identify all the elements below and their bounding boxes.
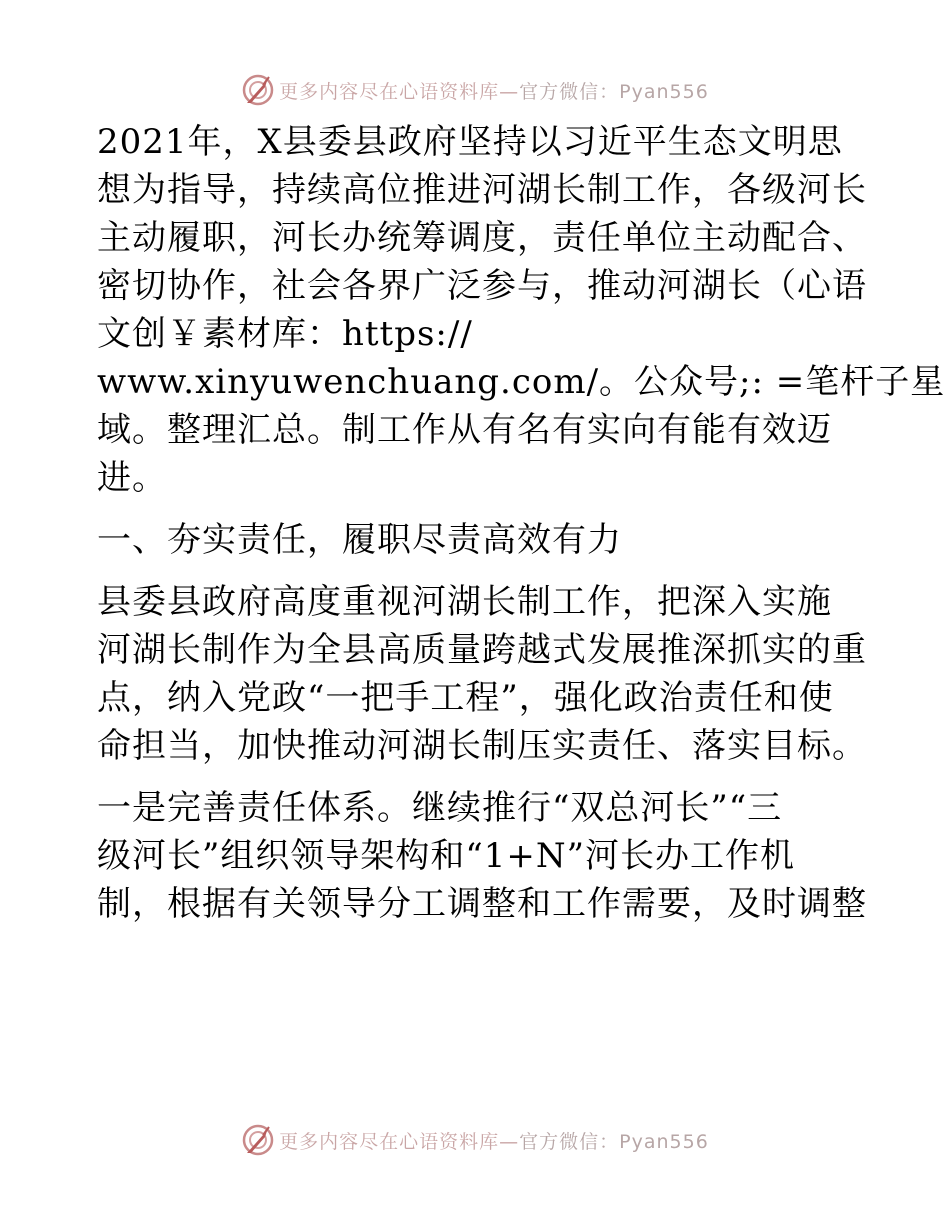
quill-logo-icon xyxy=(241,73,275,107)
text-line: 文创￥素材库：https:// xyxy=(97,314,473,354)
text-line: www.xinyuwenchuang.com/。公众号;: =笔杆子星 xyxy=(97,362,946,402)
top-watermark-banner xyxy=(0,70,950,110)
watermark-text: 更多内容尽在心语资料库—官方微信：Pyan556 xyxy=(279,80,709,103)
section-heading xyxy=(97,520,857,568)
text-line: 2021年，X县委县政府坚持以习近平生态文明思 xyxy=(97,122,843,162)
text-line: 一是完善责任体系。继续推行“双总河长”“三 xyxy=(97,788,783,828)
text-line: 点，纳入党政“一把手工程”，强化政治责任和使 xyxy=(97,678,834,718)
text-line: 县委县政府高度重视河湖长制工作，把深入实施 xyxy=(97,582,832,622)
paragraph-intro xyxy=(97,122,946,506)
text-line: 河湖长制作为全县高质量跨越式发展推深抓实的重 xyxy=(97,630,867,670)
text-line: 主动履职，河长办统筹调度，责任单位主动配合、 xyxy=(97,218,867,258)
watermark-text: 更多内容尽在心语资料库—官方微信：Pyan556 xyxy=(279,1130,709,1153)
text-line: 想为指导，持续高位推进河湖长制工作，各级河长 xyxy=(97,170,867,210)
paragraph-point-one xyxy=(97,788,867,932)
heading-line: 一、夯实责任，履职尽责高效有力 xyxy=(97,520,622,560)
text-line: 密切协作，社会各界广泛参与，推动河湖长（心语 xyxy=(97,266,867,306)
text-line: 级河长”组织领导架构和“1+N”河长办工作机 xyxy=(97,836,796,876)
text-line: 命担当，加快推动河湖长制压实责任、落实目标。 xyxy=(97,726,867,766)
paragraph-section-one xyxy=(97,582,867,774)
text-line: 制，根据有关领导分工调整和工作需要，及时调整 xyxy=(97,884,867,924)
text-line: 域。整理汇总。制工作从有名有实向有能有效迈 xyxy=(97,410,832,450)
quill-logo-icon xyxy=(241,1123,275,1157)
bottom-watermark-banner xyxy=(0,1120,950,1160)
text-line: 进。 xyxy=(97,458,167,498)
document-body xyxy=(97,122,946,932)
